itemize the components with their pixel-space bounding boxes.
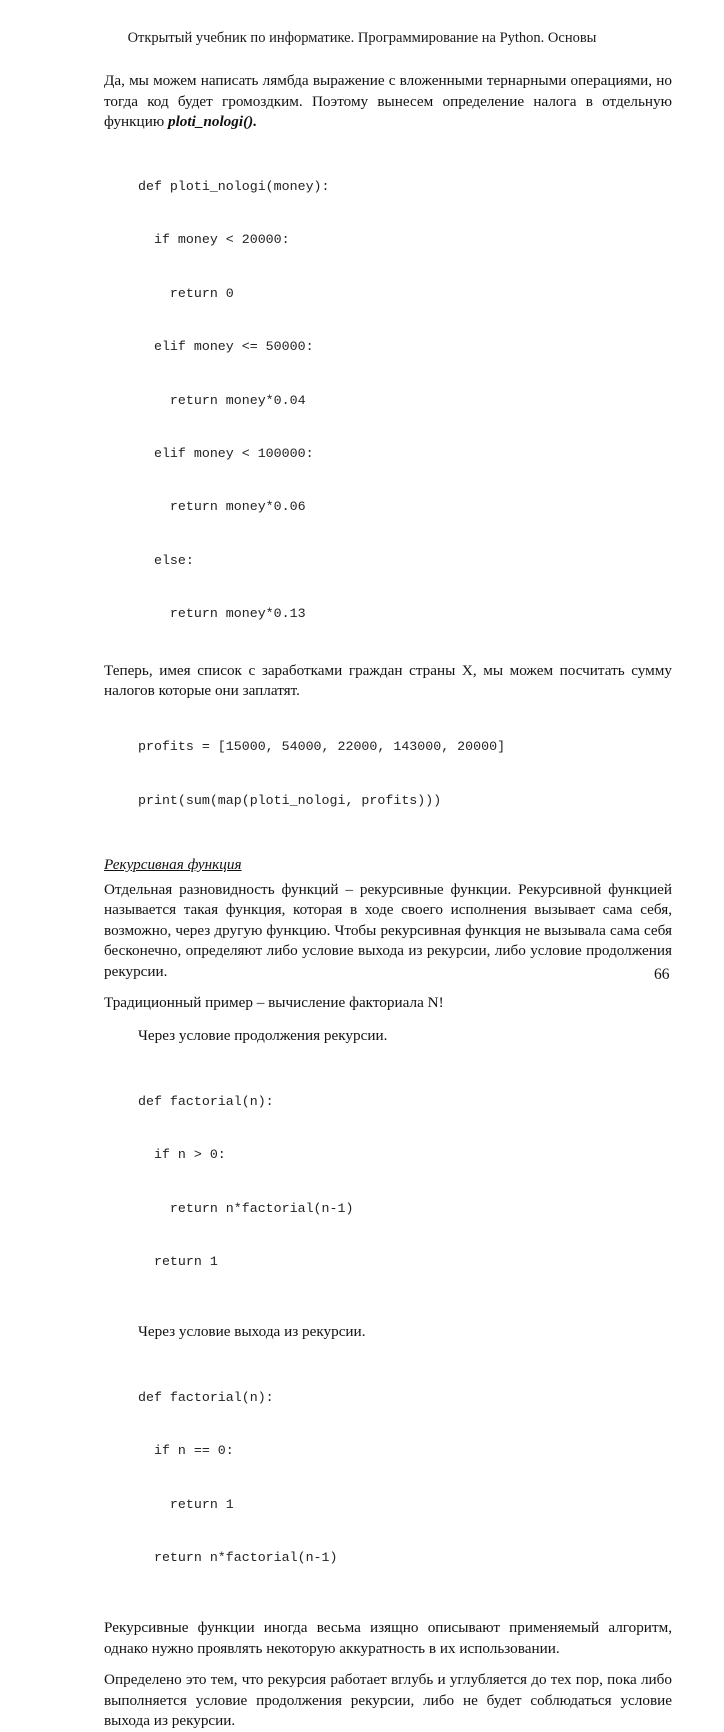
code-line: return n*factorial(n-1) [138, 1549, 338, 1565]
code-line: print(sum(map(ploti_nologi, profits))) [138, 792, 442, 808]
code-line: return money*0.13 [138, 606, 306, 622]
code-line: return money*0.04 [138, 392, 306, 408]
code-block-factorial-exit [104, 1353, 672, 1602]
code-line: def ploti_nologi(money): [138, 179, 330, 195]
code-block-factorial-continuation [104, 1057, 672, 1306]
paragraph-intro [104, 71, 672, 133]
code-line: elif money <= 50000: [138, 339, 314, 355]
paragraph-intro-end: . [253, 113, 257, 130]
code-line: if n == 0: [138, 1443, 234, 1459]
code-line: return 0 [138, 285, 234, 301]
function-name: ploti_nologi() [167, 113, 254, 130]
section-title: Рекурсивная функция [104, 855, 242, 873]
paragraph-profits: Теперь, имея список с заработками граждан страны X, мы можем посчитать сумму налогов которые они заплатят. [104, 661, 672, 700]
code-line: return money*0.06 [138, 499, 306, 515]
paragraph-factorial-example: Традиционный пример – вычисление факториала N! [104, 994, 444, 1012]
page-content [104, 71, 672, 1732]
paragraph-intro-text: Да, мы можем написать лямбда выражение с вложенными тернарными операциями, но тогда код будет громоздким. Поэтому вынесем определение налога в отдельную функцию [104, 72, 672, 130]
code-line: if n > 0: [138, 1147, 226, 1163]
code-line: return 1 [138, 1254, 218, 1270]
code-line: return n*factorial(n-1) [138, 1200, 354, 1216]
code-line: profits = [15000, 54000, 22000, 143000, 20000] [138, 739, 506, 755]
code-block-profits [104, 703, 672, 845]
code-line: def factorial(n): [138, 1094, 274, 1110]
code-line: def factorial(n): [138, 1389, 274, 1405]
code-line: return 1 [138, 1496, 234, 1512]
subheading-exit: Через условие выхода из рекурсии. [138, 1322, 366, 1340]
paragraph-recursion-usage: Рекурсивные функции иногда весьма изящно описывают применяемый алгоритм, однако нужно проявлять некоторую аккуратность в их использовании. [104, 1619, 672, 1657]
page-number: 66 [654, 966, 670, 983]
page-header: Открытый учебник по информатике. Программирование на Python. Основы [127, 30, 597, 46]
paragraph-recursion-definition: Отдельная разновидность функций – рекурсивные функции. Рекурсивной функцией называется такая функция, которая в ходе своего исполнения вызывает сама себя, возможно, через другую функцию. Чтобы рекурсивная функция не вызывала сама себя бесконечно, определяют либо условие выхода из рекурсии, либо условие продолжения рекурсии. [104, 880, 672, 980]
code-block-ploti-nologi [104, 143, 672, 659]
code-line: else: [138, 552, 194, 568]
subheading-continuation: Через условие продолжения рекурсии. [138, 1026, 388, 1044]
code-line: elif money < 100000: [138, 446, 314, 462]
paragraph-recursion-depth: Определено это тем, что рекурсия работает вглубь и углубляется до тех пор, пока либо выполняется условие продолжения рекурсии, либо не будет соблюдаться условие выхода из рекурсии. [104, 1671, 672, 1730]
code-line: if money < 20000: [138, 232, 290, 248]
